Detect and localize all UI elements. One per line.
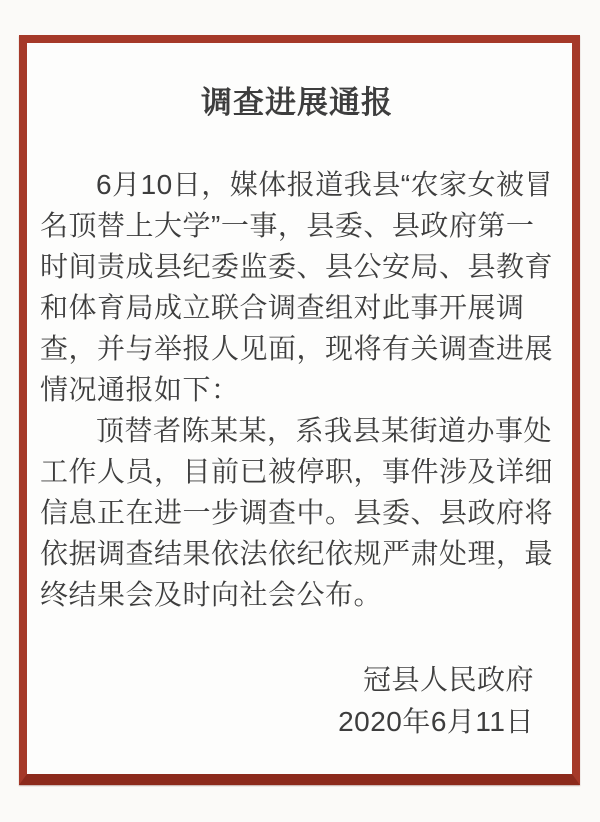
notice-paragraph-2: 顶替者陈某某，系我县某街道办事处工作人员，目前已被停职，事件涉及详细信息正在进一步调查中。县委、县政府将依据调查结果依法依纪依规严肃处理，最终结果会及时向社会公布。 [40, 415, 554, 610]
notice-signature-block [40, 659, 554, 743]
notice-red-frame [19, 35, 580, 785]
notice-body [40, 164, 554, 615]
signature-date: 2020年6月11日 [338, 706, 534, 737]
notice-title: 调查进展通报 [201, 85, 393, 120]
signature-org: 冠县人民政府 [362, 664, 534, 695]
notice-paragraph-1: 6月10日，媒体报道我县“农家女被冒名顶替上大学”一事，县委、县政府第一时间责成县纪委监委、县公安局、县教育和体育局成立联合调查组对此事开展调查，并与举报人见面，现将有关调查进展情况通报如下： [40, 169, 554, 405]
